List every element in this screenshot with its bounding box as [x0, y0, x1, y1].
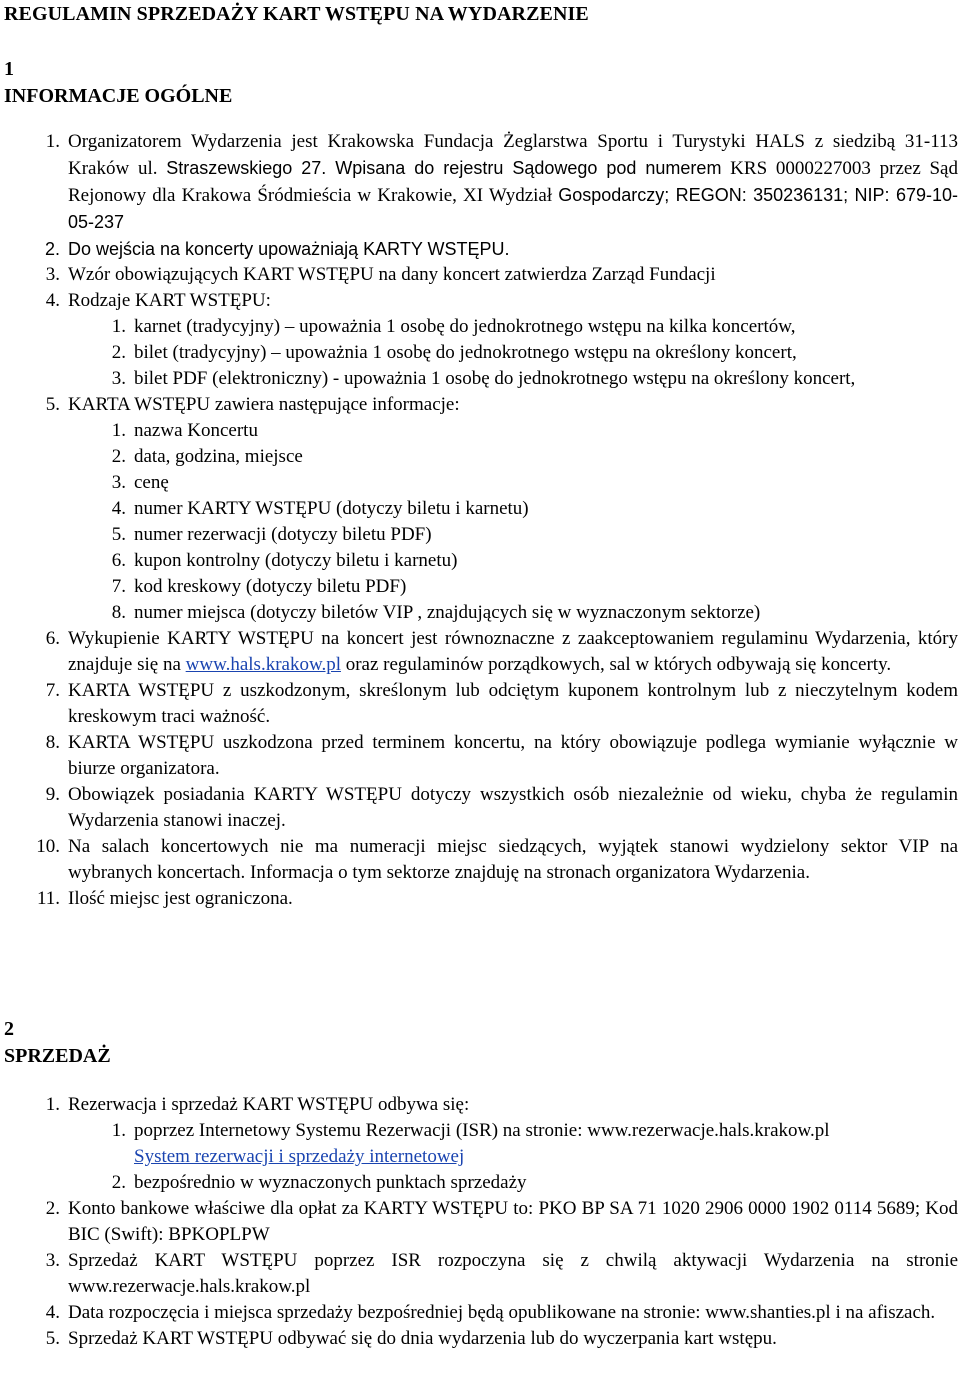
sub-list-item: [4, 470, 958, 496]
item-text: Obowiązek posiadania KARTY WSTĘPU dotyczy wszystkich osób niezależnie od wieku, chyba że regulamin Wydarzenia stanowi inaczej.: [68, 784, 958, 831]
list-item: [4, 1326, 958, 1352]
item-text-sans: Straszewskiego 27. Wpisana do rejestru Sądowego pod numerem: [166, 158, 722, 178]
sub-list-item: [4, 418, 958, 444]
item-number: 4.: [111, 498, 126, 519]
item-number: 1.: [111, 420, 126, 441]
item-text: Organizatorem Wydarzenia jest Krakowska Fundacja Żeglarstwa Sportu i Turystyki HALS z siedzibą 31-113 Kraków ul.: [68, 131, 958, 179]
sub-list-item: [4, 522, 958, 548]
item-text: Wykupienie KARTY WSTĘPU na koncert jest równoznaczne z zaakceptowaniem regulaminu Wydarzenia, który znajduje się na: [68, 628, 958, 675]
section-1-title: INFORMACJE OGÓLNE: [4, 85, 233, 107]
list-item: [4, 730, 958, 782]
item-number: 1.: [45, 1094, 60, 1115]
list-item: [4, 1300, 958, 1326]
item-text: numer KARTY WSTĘPU (dotyczy biletu i karnetu): [134, 498, 529, 519]
item-text: kupon kontrolny (dotyczy biletu i karnetu): [134, 550, 458, 571]
list-item: [4, 1196, 958, 1248]
website-link[interactable]: www.hals.krakow.pl: [185, 654, 341, 675]
item-number: 5.: [111, 524, 126, 545]
section-2-heading: [4, 1016, 111, 1070]
item-text: karnet (tradycyjny) – upoważnia 1 osobę do jednokrotnego wstępu na kilka koncertów,: [134, 316, 796, 337]
list-item: [4, 129, 958, 236]
item-number: 10.: [36, 836, 60, 857]
item-text: nazwa Koncertu: [134, 420, 258, 441]
item-number: 9.: [45, 784, 60, 805]
item-text: Ilość miejsc jest ograniczona.: [68, 888, 293, 909]
list-item: [4, 236, 958, 262]
item-text: bezpośrednio w wyznaczonych punktach sprzedaży: [134, 1172, 527, 1193]
item-text: data, godzina, miejsce: [134, 446, 303, 467]
item-text: numer miejsca (dotyczy biletów VIP , znajdujących się w wyznaczonym sektorze): [134, 602, 761, 623]
item-text: cenę: [134, 472, 169, 493]
item-text-sans-2: Gospodarczy; REGON: 350236131; NIP: 679-10-05-237: [68, 185, 958, 232]
item-text: Wzór obowiązujących KART WSTĘPU na dany koncert zatwierdza Zarząd Fundacji: [68, 264, 716, 285]
section-2-list: [4, 1092, 958, 1352]
item-number: 2.: [111, 446, 126, 467]
list-item: [4, 782, 958, 834]
item-number: 2.: [111, 1172, 126, 1193]
sub-list-item: [4, 574, 958, 600]
sub-list-item: [4, 600, 958, 626]
sub-list-item: [4, 444, 958, 470]
sub-list-item: [4, 548, 958, 574]
item-number: 4.: [45, 1302, 60, 1323]
item-text: Data rozpoczęcia i miejsca sprzedaży bezpośredniej będą opublikowane na stronie: www.shanties.pl i na afiszach.: [68, 1302, 936, 1323]
item-number: 3.: [111, 472, 126, 493]
list-item: [4, 1092, 958, 1118]
sub-list-item: [4, 496, 958, 522]
sub-list-item: [4, 340, 958, 366]
item-text: KARTA WSTĘPU zawiera następujące informacje:: [68, 394, 460, 415]
item-text: Konto bankowe właściwe dla opłat za KARTY WSTĘPU to: PKO BP SA 71 1020 2906 0000 1902 0114 5689; Kod BIC (Swift): BPKOPLPW: [68, 1198, 958, 1245]
item-text: bilet (tradycyjny) – upoważnia 1 osobę do jednokrotnego wstępu na określony koncert,: [134, 342, 797, 363]
reservation-system-link[interactable]: System rezerwacji i sprzedaży internetowej: [134, 1146, 465, 1167]
item-number: 6.: [111, 550, 126, 571]
item-number: 7.: [45, 680, 60, 701]
item-text: bilet PDF (elektroniczny) - upoważnia 1 osobę do jednokrotnego wstępu na określony koncert,: [134, 368, 856, 389]
item-number: 3.: [111, 368, 126, 389]
document-title: REGULAMIN SPRZEDAŻY KART WSTĘPU NA WYDARZENIE: [4, 3, 589, 25]
item-text: numer rezerwacji (dotyczy biletu PDF): [134, 524, 432, 545]
item-number: 2.: [44, 239, 60, 259]
section-1-heading: [4, 56, 232, 110]
item-text: poprzez Internetowy Systemu Rezerwacji (ISR) na stronie: www.rezerwacje.hals.krakow.pl: [134, 1120, 830, 1141]
list-item: [4, 834, 958, 886]
item-text: Na salach koncertowych nie ma numeracji miejsc siedzących, wyjątek stanowi wydzielony sektor VIP na wybranych koncertach. Informacja o tym sektorze znajduję na stronach organizatora Wydarzenia.: [68, 836, 958, 883]
item-number: 3.: [45, 1250, 60, 1271]
sub-list-item: [4, 314, 958, 340]
item-text: Sprzedaż KART WSTĘPU poprzez ISR rozpoczyna się z chwilą aktywacji Wydarzenia na stronie www.rezerwacje.hals.krakow.pl: [68, 1250, 958, 1297]
sub-list-item: [4, 366, 958, 392]
section-2-title: SPRZEDAŻ: [4, 1045, 111, 1067]
item-text: Rodzaje KART WSTĘPU:: [68, 290, 271, 311]
list-item: [4, 392, 958, 418]
section-1-list: [4, 129, 958, 912]
item-number: 8.: [111, 602, 126, 623]
item-number: 4.: [45, 290, 60, 311]
list-item: [4, 886, 958, 912]
list-item: [4, 678, 958, 730]
item-number: 2.: [45, 1198, 60, 1219]
item-text: Do wejścia na koncerty upoważniają KARTY WSTĘPU.: [68, 239, 510, 259]
section-2-number: 2: [4, 1018, 14, 1040]
item-number: 1.: [111, 316, 126, 337]
item-number: 1.: [45, 131, 60, 152]
item-text-2: oraz regulaminów porządkowych, sal w których odbywają się koncerty.: [340, 654, 892, 675]
item-number: 1.: [111, 1120, 126, 1141]
item-text: KARTA WSTĘPU z uszkodzonym, skreślonym lub odciętym kuponem kontrolnym lub z nieczytelnym kodem kreskowym traci ważność.: [68, 680, 958, 727]
item-text: Sprzedaż KART WSTĘPU odbywać się do dnia wydarzenia lub do wyczerpania kart wstępu.: [68, 1328, 777, 1349]
item-number: 3.: [45, 264, 60, 285]
item-text: Rezerwacja i sprzedaż KART WSTĘPU odbywa się:: [68, 1094, 470, 1115]
item-number: 2.: [111, 342, 126, 363]
list-item: [4, 626, 958, 678]
item-number: 5.: [45, 1328, 60, 1349]
list-item: [4, 288, 958, 314]
item-number: 6.: [45, 628, 60, 649]
list-item: [4, 262, 958, 288]
item-number: 11.: [36, 888, 60, 909]
item-number: 8.: [45, 732, 60, 753]
item-text: KARTA WSTĘPU uszkodzona przed terminem koncertu, na który obowiązuje podlega wymianie wyłącznie w biurze organizatora.: [68, 732, 958, 779]
item-number: 5.: [45, 394, 60, 415]
sub-list-item: [4, 1118, 958, 1170]
item-text: kod kreskowy (dotyczy biletu PDF): [134, 576, 407, 597]
section-1-number: 1: [4, 58, 14, 80]
sub-list-item: [4, 1170, 958, 1196]
item-text-2: KRS 0000227003 przez Sąd Rejonowy dla Krakowa Śródmieścia w Krakowie, XI Wydział: [68, 158, 958, 206]
item-number: 7.: [111, 576, 126, 597]
list-item: [4, 1248, 958, 1300]
